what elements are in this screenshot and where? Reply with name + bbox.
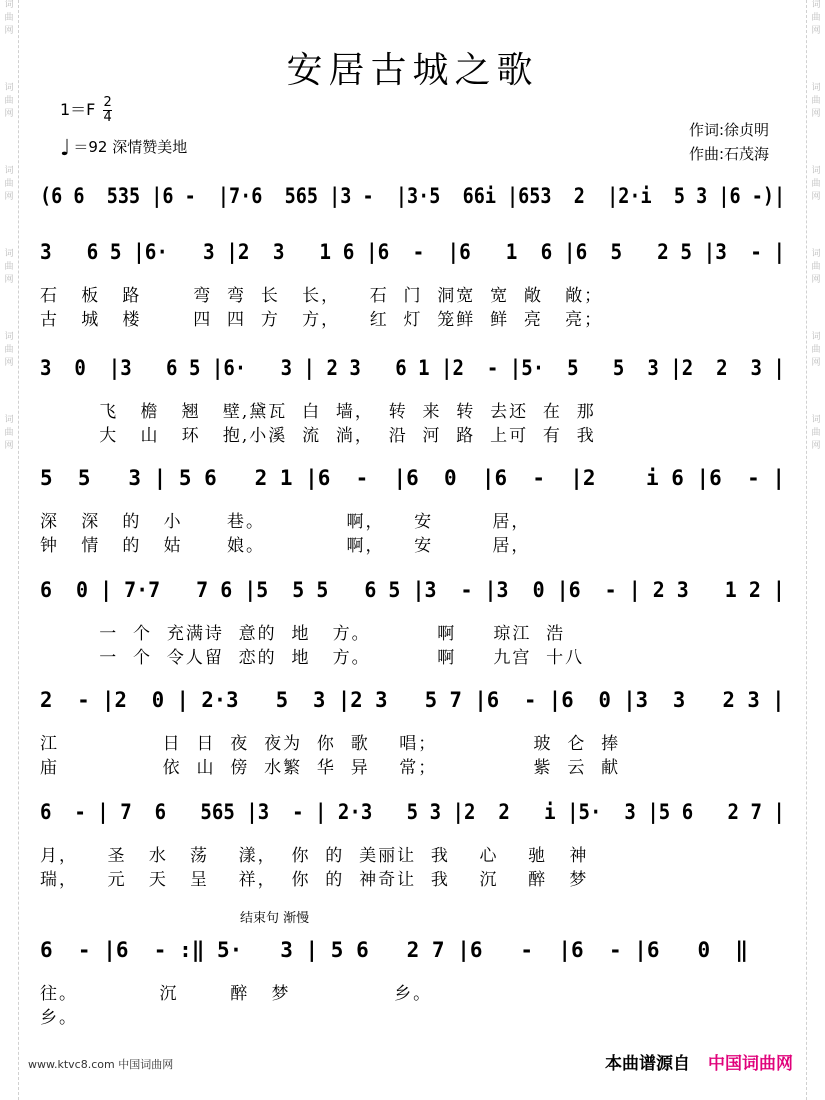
watermark-char: 词 [811,83,821,93]
composer: 作曲:石茂海 [688,145,769,163]
watermark-char: 曲 [811,96,821,106]
lyricist: 作词:徐贞明 [688,121,769,139]
jianpu-notes: 3 0 |3 6 5 |6· 3 | 2 3 6 1 |2 - |5· 5 5 3 |2 2 3 | [40,356,785,380]
lyric-line: 飞 檐 翘 壁,黛瓦 白 墙， 转 来 转 去还 在 那 [40,402,596,422]
watermark-char: 网 [811,441,821,451]
watermark-char: 曲 [811,262,821,272]
watermark-char: 词 [4,332,14,342]
jianpu-notes: 3 6 5 |6· 3 |2 3 1 6 |6 - |6 1 6 |6 5 2 5 |3 - | [40,240,786,264]
jianpu-notes: 2 - |2 0 | 2·3 5 3 |2 3 5 7 |6 - |6 0 |3 3 2 3 | [40,688,785,712]
score-system [40,462,785,558]
time-signature [103,96,111,125]
time-numerator: 2 [103,95,112,110]
watermark-char: 曲 [811,428,821,438]
watermark-char: 网 [4,26,14,36]
watermark-char: 网 [811,26,821,36]
watermark-char: 曲 [811,179,821,189]
source-label: 本曲谱源自 [605,1054,690,1074]
score-system [40,180,785,228]
score-system [40,934,785,1030]
watermark-char: 词 [4,415,14,425]
lyric-line: 大 山 环 抱,小溪 流 淌， 沿 河 路 上可 有 我 [40,426,596,446]
watermark-char: 曲 [4,345,14,355]
watermark-char: 词 [4,0,14,10]
ending-instruction: 结束句 渐慢 [240,911,310,926]
lyric-line: 石 板 路 弯 弯 长 长， 石 门 洞宽 宽 敞 敞； [40,286,604,306]
watermark-char: 词 [4,249,14,259]
footer-source [605,1049,793,1074]
song-title: 安居古城之歌 [286,50,539,91]
lyric-line: 庙 依 山 傍 水繁 华 异 常； 紫 云 献 [40,758,621,778]
key-text: 1＝F [60,100,96,119]
quarter-note-icon: ♩ [60,136,71,161]
score-system [40,796,785,892]
tempo-text: ＝92 深情赞美地 [73,138,188,156]
lyric-line: 一 个 充满诗 意的 地 方。 啊 琼江 浩 [40,624,566,644]
watermark-char: 词 [4,166,14,176]
key-signature [60,96,112,125]
watermark-char: 词 [811,249,821,259]
watermark-char: 曲 [4,96,14,106]
jianpu-notes: 6 - | 7 6 565 |3 - | 2·3 5 3 |2 2 i |5· 3 |5 6 2 7 | [40,800,785,824]
watermark-char: 网 [4,358,14,368]
watermark-char: 词 [4,83,14,93]
notation-line [40,684,785,732]
watermark-char: 网 [811,275,821,285]
notation-line [40,574,785,622]
notation-line [40,352,785,400]
lyric-line: 月， 圣 水 荡 漾， 你 的 美丽让 我 心 驰 神 [40,846,589,866]
watermark-char: 词 [811,415,821,425]
jianpu-notes: (6 6 535 |6 - |7·6 565 |3 - |3·5 66i |653 2 |2·i 5 3 |6 -)| [40,184,786,208]
watermark-char: 词 [811,166,821,176]
lyric-line: 钟 情 的 姑 娘。 啊， 安 居， [40,536,531,556]
footer-site: www.ktvc8.com 中国词曲网 [28,1058,174,1071]
score-system [40,684,785,780]
notation-line [40,796,785,844]
watermark-char: 网 [811,358,821,368]
score-system [40,236,785,332]
notation-line [40,462,785,510]
watermark-char: 网 [4,441,14,451]
watermark-char: 曲 [4,179,14,189]
lyric-line: 一 个 令人留 恋的 地 方。 啊 九宫 十八 [40,648,585,668]
watermark-char: 网 [4,192,14,202]
lyric-line: 深 深 的 小 巷。 啊， 安 居， [40,512,531,532]
credits [689,118,769,166]
jianpu-notes: 5 5 3 | 5 6 2 1 |6 - |6 0 |6 - |2 i 6 |6 - | [40,466,785,490]
jianpu-notes: 6 0 | 7·7 7 6 |5 5 5 6 5 |3 - |3 0 |6 - | 2 3 1 2 | [40,578,785,602]
watermark-char: 曲 [4,13,14,23]
time-denominator: 4 [103,110,112,125]
watermark-char: 网 [811,109,821,119]
lyric-line: 往。 沉 醉 梦 乡。 [40,984,433,1004]
lyric-line: 瑞， 元 天 呈 祥， 你 的 神奇让 我 沉 醉 梦 [40,870,589,890]
right-watermark-strip [806,0,825,1100]
notation-line [40,180,785,228]
score-system [40,352,785,448]
watermark-char: 词 [811,0,821,10]
watermark-char: 曲 [4,262,14,272]
jianpu-notes: 6 - |6 - :‖ 5· 3 | 5 6 2 7 |6 - |6 - |6 0 ‖ [40,938,749,962]
left-watermark-strip [0,0,19,1100]
brand-name: 中国词曲网 [708,1054,793,1074]
watermark-char: 词 [811,332,821,342]
tempo-marking [60,136,187,161]
watermark-char: 曲 [4,428,14,438]
notation-line [40,236,785,284]
watermark-char: 网 [4,109,14,119]
watermark-char: 曲 [811,345,821,355]
notation-line [40,934,785,982]
watermark-char: 曲 [811,13,821,23]
watermark-char: 网 [4,275,14,285]
lyric-line: 乡。 [40,1008,78,1028]
watermark-char: 网 [811,192,821,202]
lyric-line: 古 城 楼 四 四 方 方， 红 灯 笼鲜 鲜 亮 亮； [40,310,604,330]
lyric-line: 江 日 日 夜 夜为 你 歌 唱； 玻 仑 捧 [40,734,621,754]
score-system [40,574,785,670]
